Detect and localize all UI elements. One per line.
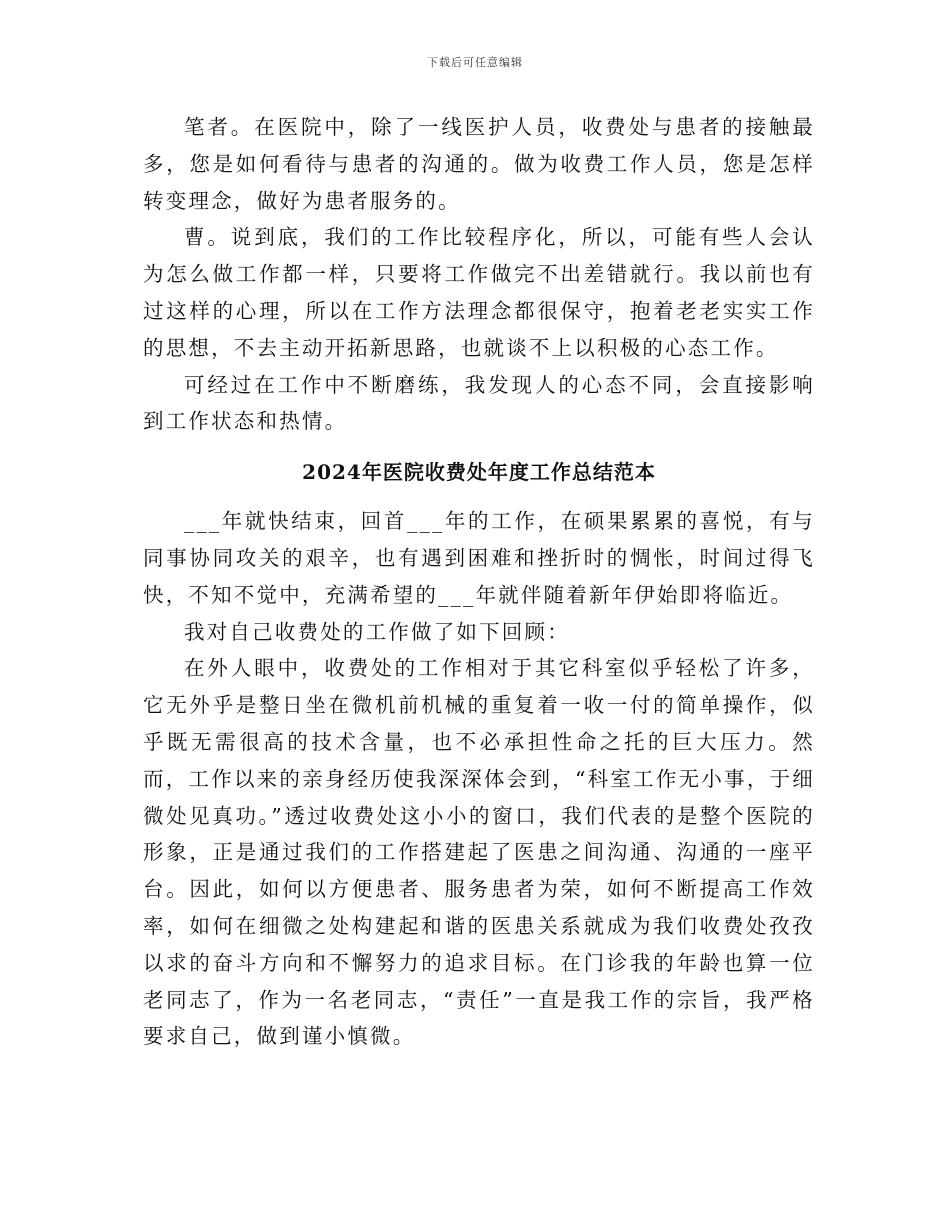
section-title: 2024年医院收费处年度工作总结范本 — [302, 460, 656, 485]
paragraph: 在外人眼中，收费处的工作相对于其它科室似乎轻松了许多，它无外乎是整日坐在微机前机械的重复着一收一付的简单操作，似乎既无需很高的技术含量，也不必承担性命之托的巨大压力。然而，工作以来的亲身经历使我深深体会到，“科室工作无小事，于细微处见真功。”透过收费处这小小的窗口，我们代表的是整个医院的形象，正是通过我们的工作搭建起了医患之间沟通、沟通的一座平台。因此，如何以方便患者、服务患者为荣，如何不断提高工作效率，如何在细微之处构建起和谐的医患关系就成为我们收费处孜孜以求的奋斗方向和不懈努力的追求目标。在门诊我的年龄也算一位老同志了，作为一名老同志，“责任”一直是我工作的宗旨，我严格要求自己，做到谨小慎微。 — [143, 656, 815, 1049]
paragraph: ___年就快结束，回首___年的工作，在硕果累累的喜悦，有与同事协同攻关的艰辛，也有遇到困难和挫折时的惆怅，时间过得飞快，不知不觉中，充满希望的___年就伴随着新年伊始即将临近。 — [143, 509, 815, 607]
paragraph: 笔者。在医院中，除了一线医护人员，收费处与患者的接触最多，您是如何看待与患者的沟通的。做为收费工作人员，您是怎样转变理念，做好为患者服务的。 — [143, 115, 815, 213]
paragraph: 可经过在工作中不断磨练，我发现人的心态不同，会直接影响到工作状态和热情。 — [143, 372, 815, 434]
document-body — [143, 109, 815, 1055]
paragraph: 我对自己收费处的工作做了如下回顾： — [184, 619, 570, 644]
paragraph: 曹。说到底，我们的工作比较程序化，所以，可能有些人会认为怎么做工作都一样，只要将工作做完不出差错就行。我以前也有过这样的心理，所以在工作方法理念都很保守，抱着老老实实工作的思想，不去主动开拓新思路，也就谈不上以积极的心态工作。 — [143, 225, 815, 360]
header-note: 下载后可任意编辑 — [427, 56, 523, 69]
